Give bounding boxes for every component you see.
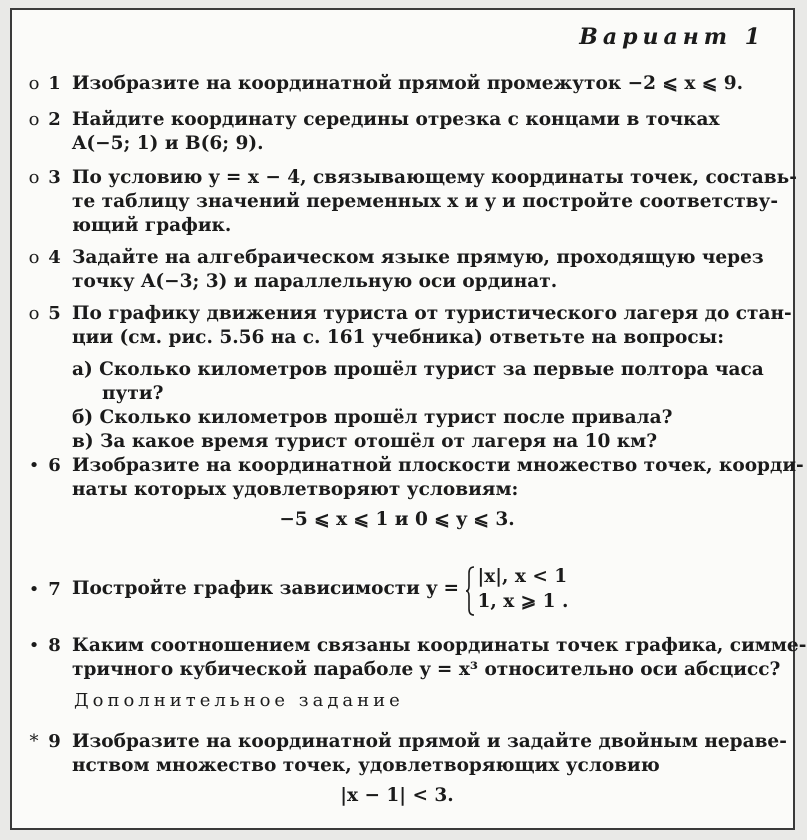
task-7 (12, 566, 782, 614)
bullet-icon: • (28, 455, 40, 476)
task-3 (12, 166, 797, 238)
task-8 (12, 634, 807, 682)
asterisk-icon: * (29, 731, 39, 752)
open-circle-icon: o (28, 303, 40, 324)
bullet-icon: • (28, 579, 40, 600)
task-text-line: нством множество точек, удовлетворяющих условию (72, 755, 660, 776)
open-circle-icon: o (28, 73, 40, 94)
sub-question-a: а) Сколько километров прошёл турист за первые полтора часа (72, 359, 764, 380)
task-number: 9 (48, 731, 61, 752)
task-text-line: ции (см. рис. 5.56 на с. 161 учебника) ответьте на вопросы: (72, 327, 725, 348)
task-1 (12, 72, 782, 96)
additional-task-heading: Дополнительное задание (74, 690, 404, 711)
task-text-line: Каким соотношением связаны координаты точек графика, симме- (72, 635, 807, 656)
sub-question-a-cont: пути? (102, 383, 164, 404)
task-text-line: Задайте на алгебраическом языке прямую, проходящую через (72, 247, 764, 268)
sub-question-b: б) Сколько километров прошёл турист после привала? (72, 407, 673, 428)
task-number: 6 (48, 455, 61, 476)
task-4 (12, 246, 782, 294)
task-formula: −5 ⩽ x ⩽ 1 и 0 ⩽ y ⩽ 3. (279, 509, 515, 530)
system-row-1: |x|, x < 1 (477, 566, 568, 587)
open-circle-icon: o (28, 247, 40, 268)
open-circle-icon: o (28, 109, 40, 130)
variant-title: Вариант 1 (579, 24, 765, 50)
piecewise-system (465, 564, 568, 614)
task-number: 3 (48, 167, 61, 188)
task-text-line: По условию y = x − 4, связывающему координаты точек, составь- (72, 167, 797, 188)
worksheet-page (10, 8, 807, 830)
system-row-2: 1, x ⩾ 1 . (477, 591, 569, 612)
task-number: 1 (48, 73, 61, 94)
task-5 (12, 302, 792, 454)
curly-brace-icon (465, 566, 475, 616)
task-text-line: По графику движения туриста от туристического лагеря до стан- (72, 303, 792, 324)
task-2 (12, 108, 782, 156)
task-number: 7 (48, 579, 61, 600)
task-text-line: Изобразите на координатной плоскости множество точек, коорди- (72, 455, 804, 476)
task-text-line: те таблицу значений переменных x и y и постройте соответству- (72, 191, 779, 212)
task-text-line: ющий график. (72, 215, 232, 236)
task-text-line: Изобразите на координатной прямой промежуток −2 ⩽ x ⩽ 9. (72, 73, 744, 94)
task-number: 8 (48, 635, 61, 656)
bullet-icon: • (28, 635, 40, 656)
task-6 (12, 454, 804, 532)
task-9 (12, 730, 787, 808)
task-text-line: наты которых удовлетворяют условиям: (72, 479, 519, 500)
task-number: 5 (48, 303, 61, 324)
task-text-line: Найдите координату середины отрезка с концами в точках (72, 109, 720, 130)
task-text-line: A(−5; 1) и B(6; 9). (72, 133, 264, 154)
task-number: 4 (48, 247, 61, 268)
task-formula: |x − 1| < 3. (340, 785, 454, 806)
task-number: 2 (48, 109, 61, 130)
sub-question-c: в) За какое время турист отошёл от лагеря на 10 км? (72, 431, 658, 452)
open-circle-icon: o (28, 167, 40, 188)
task-text-line: Постройте график зависимости y = (72, 578, 460, 599)
task-text-line: точку A(−3; 3) и параллельную оси ординат. (72, 271, 558, 292)
task-text-line: Изобразите на координатной прямой и задайте двойным нераве- (72, 731, 787, 752)
task-text-line: тричного кубической параболе y = x³ относительно оси абсцисс? (72, 659, 781, 680)
